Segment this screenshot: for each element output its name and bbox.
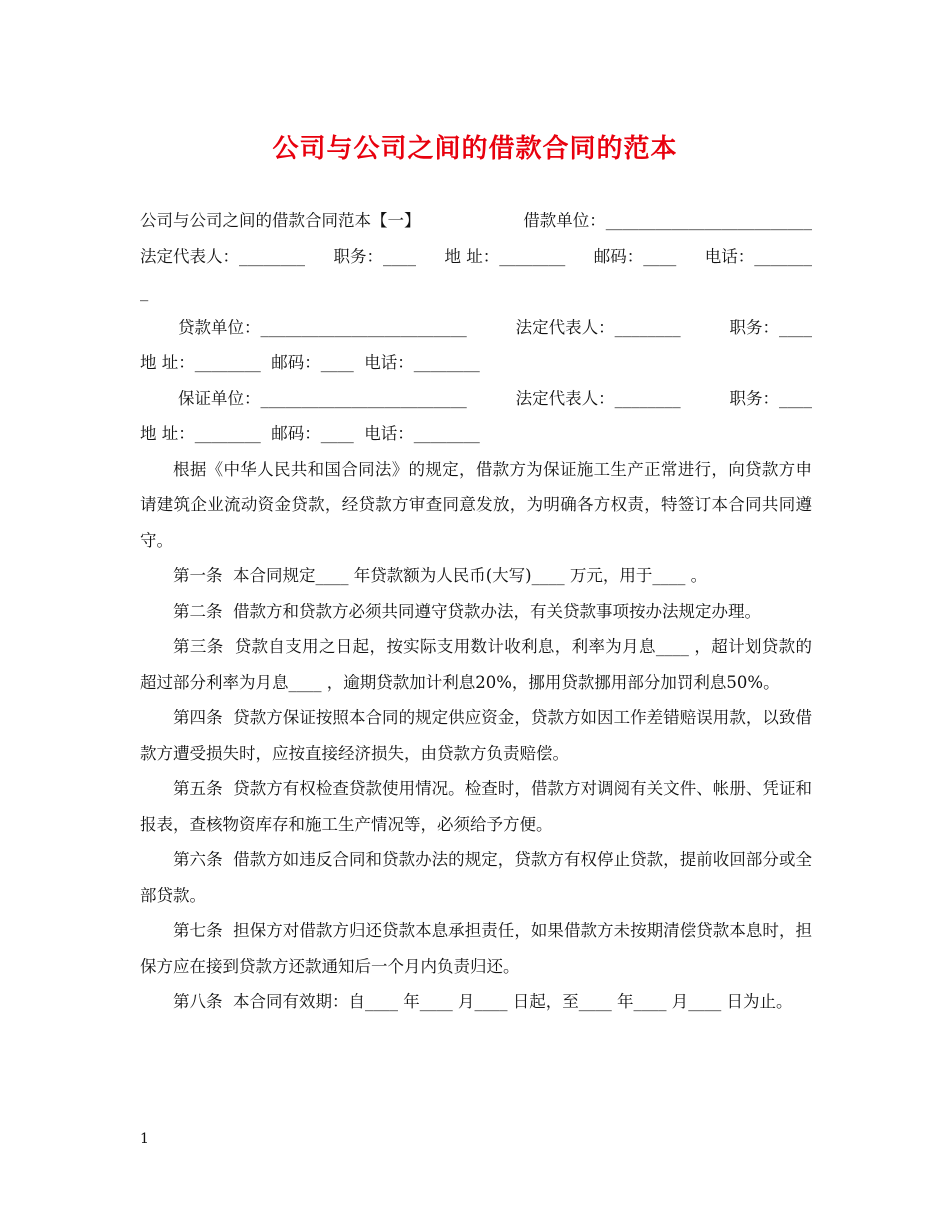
lender-title: 职务：____	[729, 317, 812, 337]
article-6: 第六条 借款方如违反合同和贷款办法的规定，贷款方有权停止贷款，提前收回部分或全部贷款。	[140, 850, 812, 905]
guarantor-title: 职务：____	[729, 388, 812, 408]
article-3: 第三条 贷款自支用之日起，按实际支用数计收利息，利率为月息____ ，超计划贷款的超过部分利率为月息____ ，逾期贷款加计利息20%，挪用贷款挪用部分加罚利息50%。	[140, 637, 812, 692]
borrower-address: 地 址：________	[444, 246, 566, 266]
article-8: 第八条 本合同有效期：自____ 年____ 月____ 日起，至____ 年____ 月____ 日为止。	[173, 992, 793, 1011]
page-number: 1	[140, 1131, 149, 1147]
template-heading: 公司与公司之间的借款合同范本【一】	[140, 211, 421, 230]
guarantor-details-line	[140, 416, 812, 452]
lender-contact: 地 址：________ 邮码：____ 电话：________	[140, 353, 480, 372]
borrower-details-wrap	[140, 274, 812, 310]
lender-unit-field: 贷款单位：_________________________	[177, 317, 467, 337]
borrower-line	[140, 203, 812, 239]
page-title: 公司与公司之间的借款合同的范本	[272, 134, 678, 164]
lender-line	[140, 310, 812, 346]
borrower-phone: 电话：_______	[704, 246, 812, 266]
borrower-title: 职务：____	[333, 246, 416, 266]
article-2: 第二条 借款方和贷款方必须共同遵守贷款办法，有关贷款事项按办法规定办理。	[173, 601, 761, 621]
article-4: 第四条 贷款方保证按照本合同的规定供应资金，贷款方如因工作差错赔误用款，以致借款方遭受损失时，应按直接经济损失，由贷款方负责赔偿。	[140, 708, 812, 763]
document-body	[140, 203, 812, 1020]
lender-legal-rep: 法定代表人：________	[515, 317, 681, 337]
borrower-details-line	[140, 239, 812, 275]
preamble-paragraph: 根据《中华人民共和国合同法》的规定，借款方为保证施工生产正常进行，向贷款方申请建筑企业流动资金贷款，经贷款方审查同意发放，为明确各方权责，特签订本合同共同遵守。	[140, 459, 812, 550]
guarantor-contact: 地 址：________ 邮码：____ 电话：________	[140, 424, 480, 443]
borrower-unit-field: 借款单位：_________________________	[523, 211, 812, 230]
article-1: 第一条 本合同规定____ 年贷款额为人民币(大写)____ 万元，用于____ 。	[173, 566, 708, 585]
borrower-legal-rep: 法定代表人：________	[140, 246, 305, 266]
guarantor-line	[140, 381, 812, 417]
article-5: 第五条 贷款方有权检查贷款使用情况。检查时，借款方对调阅有关文件、帐册、凭证和报表，查核物资库存和施工生产情况等，必须给予方便。	[140, 779, 812, 834]
article-7: 第七条 担保方对借款方归还贷款本息承担责任，如果借款方未按期清偿贷款本息时，担保方应在接到贷款方还款通知后一个月内负责归还。	[140, 921, 812, 976]
guarantor-unit-field: 保证单位：_________________________	[177, 388, 467, 408]
guarantor-legal-rep: 法定代表人：________	[515, 388, 681, 408]
borrower-postcode: 邮码：____	[593, 246, 677, 266]
borrower-phone-wrap: _	[140, 282, 149, 301]
lender-details-line	[140, 345, 812, 381]
